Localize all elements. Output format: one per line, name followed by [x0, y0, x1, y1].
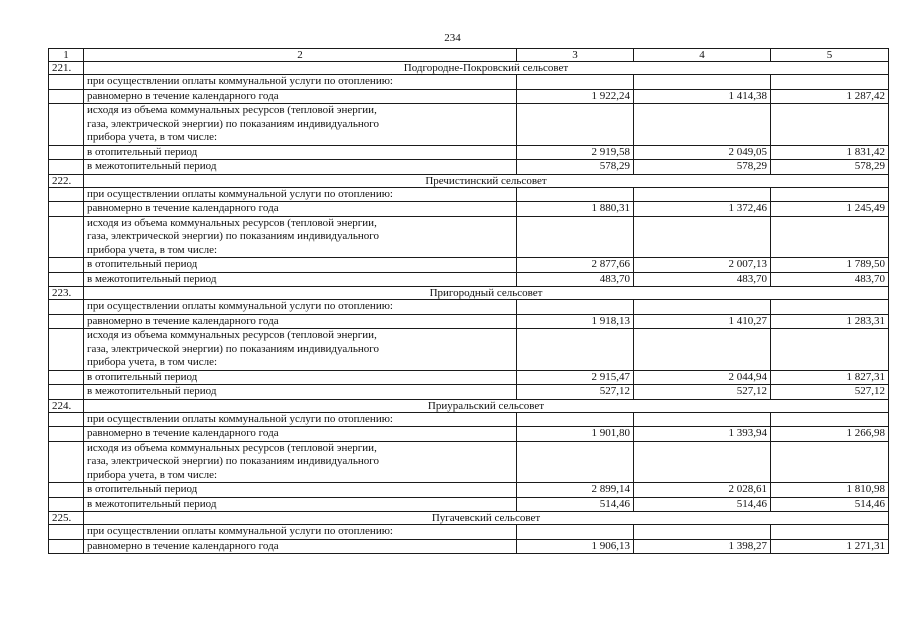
empty-cell — [49, 412, 84, 427]
tariff-value: 483,70 — [771, 272, 889, 287]
empty-cell — [49, 385, 84, 400]
meter-label-line: газа, электрической энергии) по показаниям индивидуального — [87, 230, 379, 242]
empty-cell — [634, 187, 771, 202]
empty-cell — [517, 300, 634, 315]
council-name: Пречистинский сельсовет — [84, 174, 889, 187]
empty-cell — [49, 427, 84, 442]
empty-cell — [49, 483, 84, 498]
tariff-value: 2 007,13 — [634, 258, 771, 273]
meter-row — [49, 329, 889, 371]
empty-cell — [49, 160, 84, 175]
uniform-label: равномерно в течение календарного года — [84, 539, 517, 554]
tariff-value: 483,70 — [517, 272, 634, 287]
empty-cell — [771, 104, 889, 146]
empty-cell — [771, 525, 889, 540]
non-heating-label: в межотопительный период — [84, 497, 517, 512]
council-name: Приуральский сельсовет — [84, 399, 889, 412]
council-number: 223. — [49, 287, 84, 300]
tariff-value: 578,29 — [634, 160, 771, 175]
council-header-row — [49, 287, 889, 300]
tariff-value: 1 372,46 — [634, 202, 771, 217]
empty-cell — [517, 329, 634, 371]
tariff-value: 2 899,14 — [517, 483, 634, 498]
intro-label: при осуществлении оплаты коммунальной услуги по отоплению: — [84, 187, 517, 202]
tariff-value: 483,70 — [634, 272, 771, 287]
heating-row — [49, 145, 889, 160]
uniform-row — [49, 202, 889, 217]
council-header-row — [49, 62, 889, 75]
uniform-row — [49, 427, 889, 442]
column-header-4: 4 — [634, 49, 771, 62]
tariff-value: 2 049,05 — [634, 145, 771, 160]
tariff-value: 2 044,94 — [634, 370, 771, 385]
non-heating-label: в межотопительный период — [84, 385, 517, 400]
tariff-value: 514,46 — [634, 497, 771, 512]
heating-row — [49, 258, 889, 273]
council-header-row — [49, 399, 889, 412]
heating-row — [49, 370, 889, 385]
tariff-value: 578,29 — [517, 160, 634, 175]
column-header-row — [49, 49, 889, 62]
intro-label: при осуществлении оплаты коммунальной услуги по отоплению: — [84, 75, 517, 90]
empty-cell — [49, 272, 84, 287]
column-header-2: 2 — [84, 49, 517, 62]
empty-cell — [517, 104, 634, 146]
heating-label: в отопительный период — [84, 483, 517, 498]
empty-cell — [517, 75, 634, 90]
uniform-row — [49, 539, 889, 554]
intro-row — [49, 187, 889, 202]
meter-label-line: исходя из объема коммунальных ресурсов (тепловой энергии, — [87, 329, 377, 341]
empty-cell — [49, 370, 84, 385]
tariff-value: 2 919,58 — [517, 145, 634, 160]
tariff-value: 514,46 — [517, 497, 634, 512]
council-name: Пугачевский сельсовет — [84, 512, 889, 525]
empty-cell — [634, 104, 771, 146]
empty-cell — [771, 441, 889, 483]
empty-cell — [771, 412, 889, 427]
column-header-1: 1 — [49, 49, 84, 62]
tariff-value: 527,12 — [771, 385, 889, 400]
meter-row — [49, 104, 889, 146]
empty-cell — [771, 187, 889, 202]
council-header-row — [49, 512, 889, 525]
tariff-value: 1 287,42 — [771, 89, 889, 104]
non-heating-row — [49, 160, 889, 175]
meter-label — [84, 441, 517, 483]
tariff-value: 2 028,61 — [634, 483, 771, 498]
tariff-value: 1 266,98 — [771, 427, 889, 442]
tariff-value: 1 410,27 — [634, 314, 771, 329]
uniform-label: равномерно в течение календарного года — [84, 314, 517, 329]
empty-cell — [49, 497, 84, 512]
intro-label: при осуществлении оплаты коммунальной услуги по отоплению: — [84, 525, 517, 540]
council-name: Пригородный сельсовет — [84, 287, 889, 300]
non-heating-row — [49, 497, 889, 512]
council-header-row — [49, 174, 889, 187]
empty-cell — [634, 75, 771, 90]
empty-cell — [49, 539, 84, 554]
tariff-value: 1 901,80 — [517, 427, 634, 442]
tariff-value: 1 918,13 — [517, 314, 634, 329]
empty-cell — [49, 145, 84, 160]
uniform-row — [49, 89, 889, 104]
tariff-value: 527,12 — [634, 385, 771, 400]
empty-cell — [517, 441, 634, 483]
meter-row — [49, 441, 889, 483]
intro-row — [49, 412, 889, 427]
meter-label-line: прибора учета, в том числе: — [87, 468, 218, 481]
empty-cell — [634, 216, 771, 258]
council-number: 225. — [49, 512, 84, 525]
meter-row — [49, 216, 889, 258]
heating-label: в отопительный период — [84, 145, 517, 160]
empty-cell — [49, 525, 84, 540]
non-heating-row — [49, 272, 889, 287]
tariff-value: 2 877,66 — [517, 258, 634, 273]
tariff-value: 1 922,24 — [517, 89, 634, 104]
empty-cell — [49, 258, 84, 273]
empty-cell — [771, 75, 889, 90]
council-number: 222. — [49, 174, 84, 187]
tariff-value: 578,29 — [771, 160, 889, 175]
council-number: 224. — [49, 399, 84, 412]
heating-label: в отопительный период — [84, 370, 517, 385]
tariff-value: 527,12 — [517, 385, 634, 400]
table-body — [49, 49, 889, 554]
intro-label: при осуществлении оплаты коммунальной услуги по отоплению: — [84, 300, 517, 315]
intro-row — [49, 75, 889, 90]
tariff-value: 1 810,98 — [771, 483, 889, 498]
empty-cell — [49, 216, 84, 258]
empty-cell — [49, 89, 84, 104]
empty-cell — [517, 216, 634, 258]
tariff-value: 1 245,49 — [771, 202, 889, 217]
meter-label-line: исходя из объема коммунальных ресурсов (тепловой энергии, — [87, 104, 377, 116]
empty-cell — [771, 300, 889, 315]
meter-label-line: газа, электрической энергии) по показаниям индивидуального — [87, 117, 379, 130]
uniform-label: равномерно в течение календарного года — [84, 202, 517, 217]
empty-cell — [49, 441, 84, 483]
empty-cell — [634, 329, 771, 371]
intro-row — [49, 525, 889, 540]
uniform-label: равномерно в течение календарного года — [84, 427, 517, 442]
page-number: 234 — [444, 32, 461, 44]
column-header-3: 3 — [517, 49, 634, 62]
empty-cell — [517, 412, 634, 427]
empty-cell — [49, 187, 84, 202]
empty-cell — [49, 104, 84, 146]
tariff-value: 1 906,13 — [517, 539, 634, 554]
intro-label: при осуществлении оплаты коммунальной услуги по отоплению: — [84, 412, 517, 427]
tariff-value: 1 393,94 — [634, 427, 771, 442]
tariff-value: 1 789,50 — [771, 258, 889, 273]
empty-cell — [49, 314, 84, 329]
tariff-value: 2 915,47 — [517, 370, 634, 385]
heating-row — [49, 483, 889, 498]
meter-label — [84, 104, 517, 146]
empty-cell — [49, 75, 84, 90]
tariff-table — [48, 48, 889, 554]
meter-label-line: газа, электрической энергии) по показаниям индивидуального — [87, 455, 379, 467]
tariff-value: 1 271,31 — [771, 539, 889, 554]
tariff-value: 514,46 — [771, 497, 889, 512]
meter-label — [84, 216, 517, 258]
non-heating-label: в межотопительный период — [84, 272, 517, 287]
empty-cell — [634, 300, 771, 315]
empty-cell — [49, 329, 84, 371]
empty-cell — [517, 187, 634, 202]
empty-cell — [634, 412, 771, 427]
meter-label-line: прибора учета, в том числе: — [87, 131, 218, 143]
empty-cell — [49, 300, 84, 315]
tariff-value: 1 283,31 — [771, 314, 889, 329]
uniform-label: равномерно в течение календарного года — [84, 89, 517, 104]
tariff-value: 1 831,42 — [771, 145, 889, 160]
heating-label: в отопительный период — [84, 258, 517, 273]
meter-label-line: прибора учета, в том числе: — [87, 243, 218, 256]
tariff-value: 1 880,31 — [517, 202, 634, 217]
tariff-value: 1 398,27 — [634, 539, 771, 554]
empty-cell — [771, 329, 889, 371]
intro-row — [49, 300, 889, 315]
empty-cell — [771, 216, 889, 258]
council-name: Подгородне-Покровский сельсовет — [84, 62, 889, 75]
uniform-row — [49, 314, 889, 329]
meter-label — [84, 329, 517, 371]
meter-label-line: газа, электрической энергии) по показаниям индивидуального — [87, 342, 379, 355]
meter-label-line: исходя из объема коммунальных ресурсов (тепловой энергии, — [87, 441, 377, 454]
meter-label-line: прибора учета, в том числе: — [87, 356, 218, 368]
empty-cell — [634, 441, 771, 483]
non-heating-label: в межотопительный период — [84, 160, 517, 175]
tariff-value: 1 414,38 — [634, 89, 771, 104]
council-number: 221. — [49, 62, 84, 75]
meter-label-line: исходя из объема коммунальных ресурсов (тепловой энергии, — [87, 216, 377, 229]
column-header-5: 5 — [771, 49, 889, 62]
empty-cell — [517, 525, 634, 540]
tariff-value: 1 827,31 — [771, 370, 889, 385]
non-heating-row — [49, 385, 889, 400]
empty-cell — [634, 525, 771, 540]
empty-cell — [49, 202, 84, 217]
